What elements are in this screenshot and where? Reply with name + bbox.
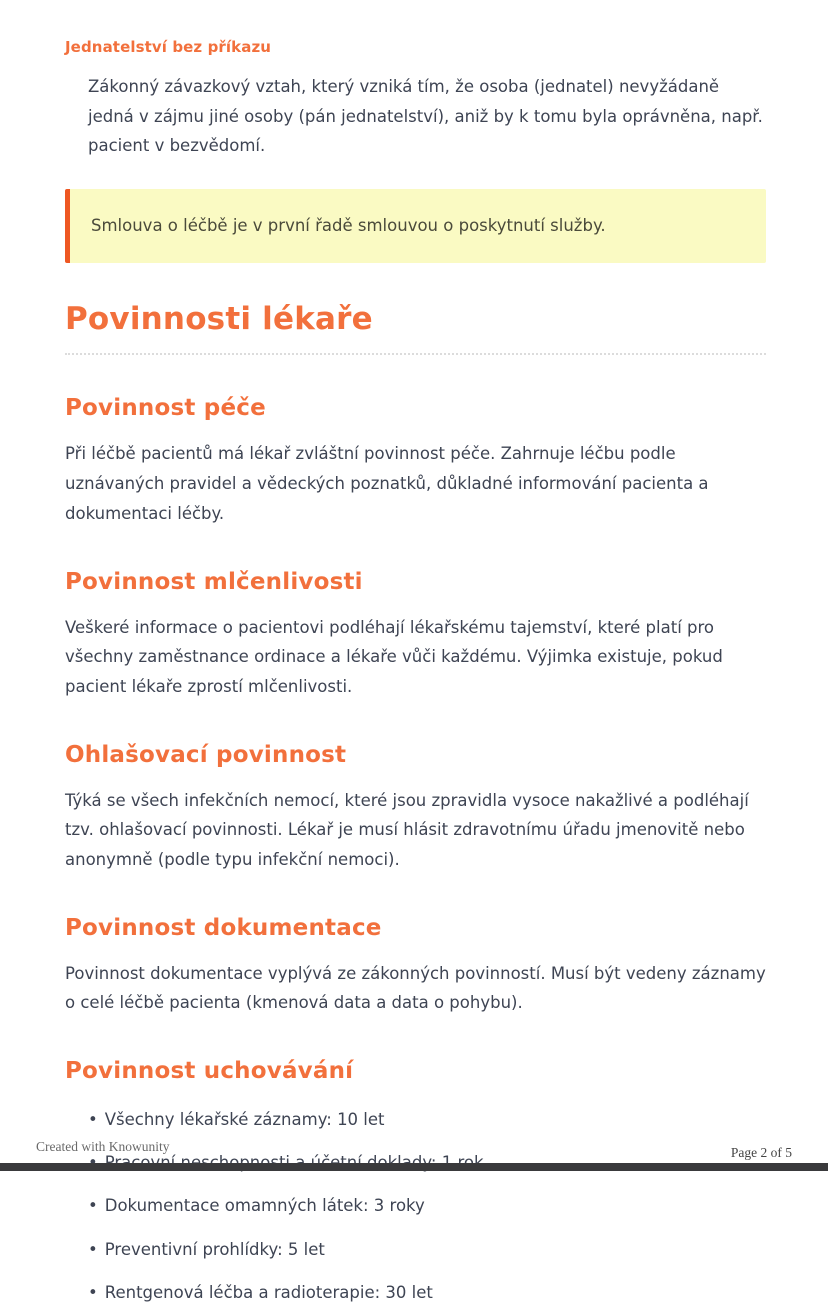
callout-text: Smlouva o léčbě je v první řadě smlouvou o poskytnutí služby. <box>91 216 606 236</box>
section-body-povinnost-dokumentace: Povinnost dokumentace vyplývá ze zákonných povinností. Musí být vedeny záznamy o celé léčbě pacienta (kmenová data a data o pohybu). <box>65 963 766 1013</box>
page-number: Page 2 of 5 <box>730 1145 792 1160</box>
section-title-povinnost-pece: Povinnost péče <box>65 395 266 422</box>
section-title-povinnost-dokumentace: Povinnost dokumentace <box>65 914 382 941</box>
page-separator <box>0 1163 828 1171</box>
section-title-povinnost-uchovavani: Povinnost uchovávání <box>65 1058 354 1085</box>
section-title-ohlasovaci-povinnost: Ohlašovací povinnost <box>65 741 347 768</box>
list-item-text: Všechny lékařské záznamy: 10 let <box>104 1110 385 1130</box>
bullet-icon: • <box>88 1110 98 1130</box>
list-item-text: Rentgenová léčba a radioterapie: 30 let <box>104 1282 433 1302</box>
callout-box <box>65 189 766 263</box>
retention-list <box>88 1106 766 1306</box>
list-item <box>88 1192 766 1219</box>
bullet-icon: • <box>88 1239 98 1259</box>
section-body-ohlasovaci-povinnost: Týká se všech infekčních nemocí, které jsou zpravidla vysoce nakažlivé a podléhají tzv. ohlašovací povinnosti. Lékař je musí hlásit zdravotnímu úřadu jmenovitě nebo anonymně (podle typu infekční nemoci). <box>65 790 749 869</box>
footer-branding: Created with Knowunity <box>36 1139 170 1154</box>
bullet-icon: • <box>88 1196 98 1216</box>
list-item <box>88 1279 766 1306</box>
intro-paragraph: Zákonný závazkový vztah, který vzniká tím, že osoba (jednatel) nevyžádaně jedná v zájmu jiné osoby (pán jednatelství), aniž by k tomu byla oprávněna, např. pacient v bezvědomí. <box>88 77 763 156</box>
intro-heading: Jednatelství bez příkazu <box>65 38 272 56</box>
list-item-text: Dokumentace omamných látek: 3 roky <box>104 1196 425 1216</box>
list-item <box>88 1106 766 1133</box>
bullet-icon: • <box>88 1282 98 1302</box>
section-body-povinnost-pece: Při léčbě pacientů má lékař zvláštní povinnost péče. Zahrnuje léčbu podle uznávaných pravidel a vědeckých poznatků, důkladné informování pacienta a dokumentaci léčby. <box>65 444 709 523</box>
list-item-text: Preventivní prohlídky: 5 let <box>104 1239 325 1259</box>
list-item <box>88 1236 766 1263</box>
page-title: Povinnosti lékaře <box>65 301 766 355</box>
section-title-povinnost-mlcenlivosti: Povinnost mlčenlivosti <box>65 568 363 595</box>
section-body-povinnost-mlcenlivosti: Veškeré informace o pacientovi podléhají lékařskému tajemství, které platí pro všechny zaměstnance ordinace a lékaře vůči každému. Výjimka existuje, pokud pacient lékaře zprostí mlčenlivosti. <box>65 617 723 696</box>
